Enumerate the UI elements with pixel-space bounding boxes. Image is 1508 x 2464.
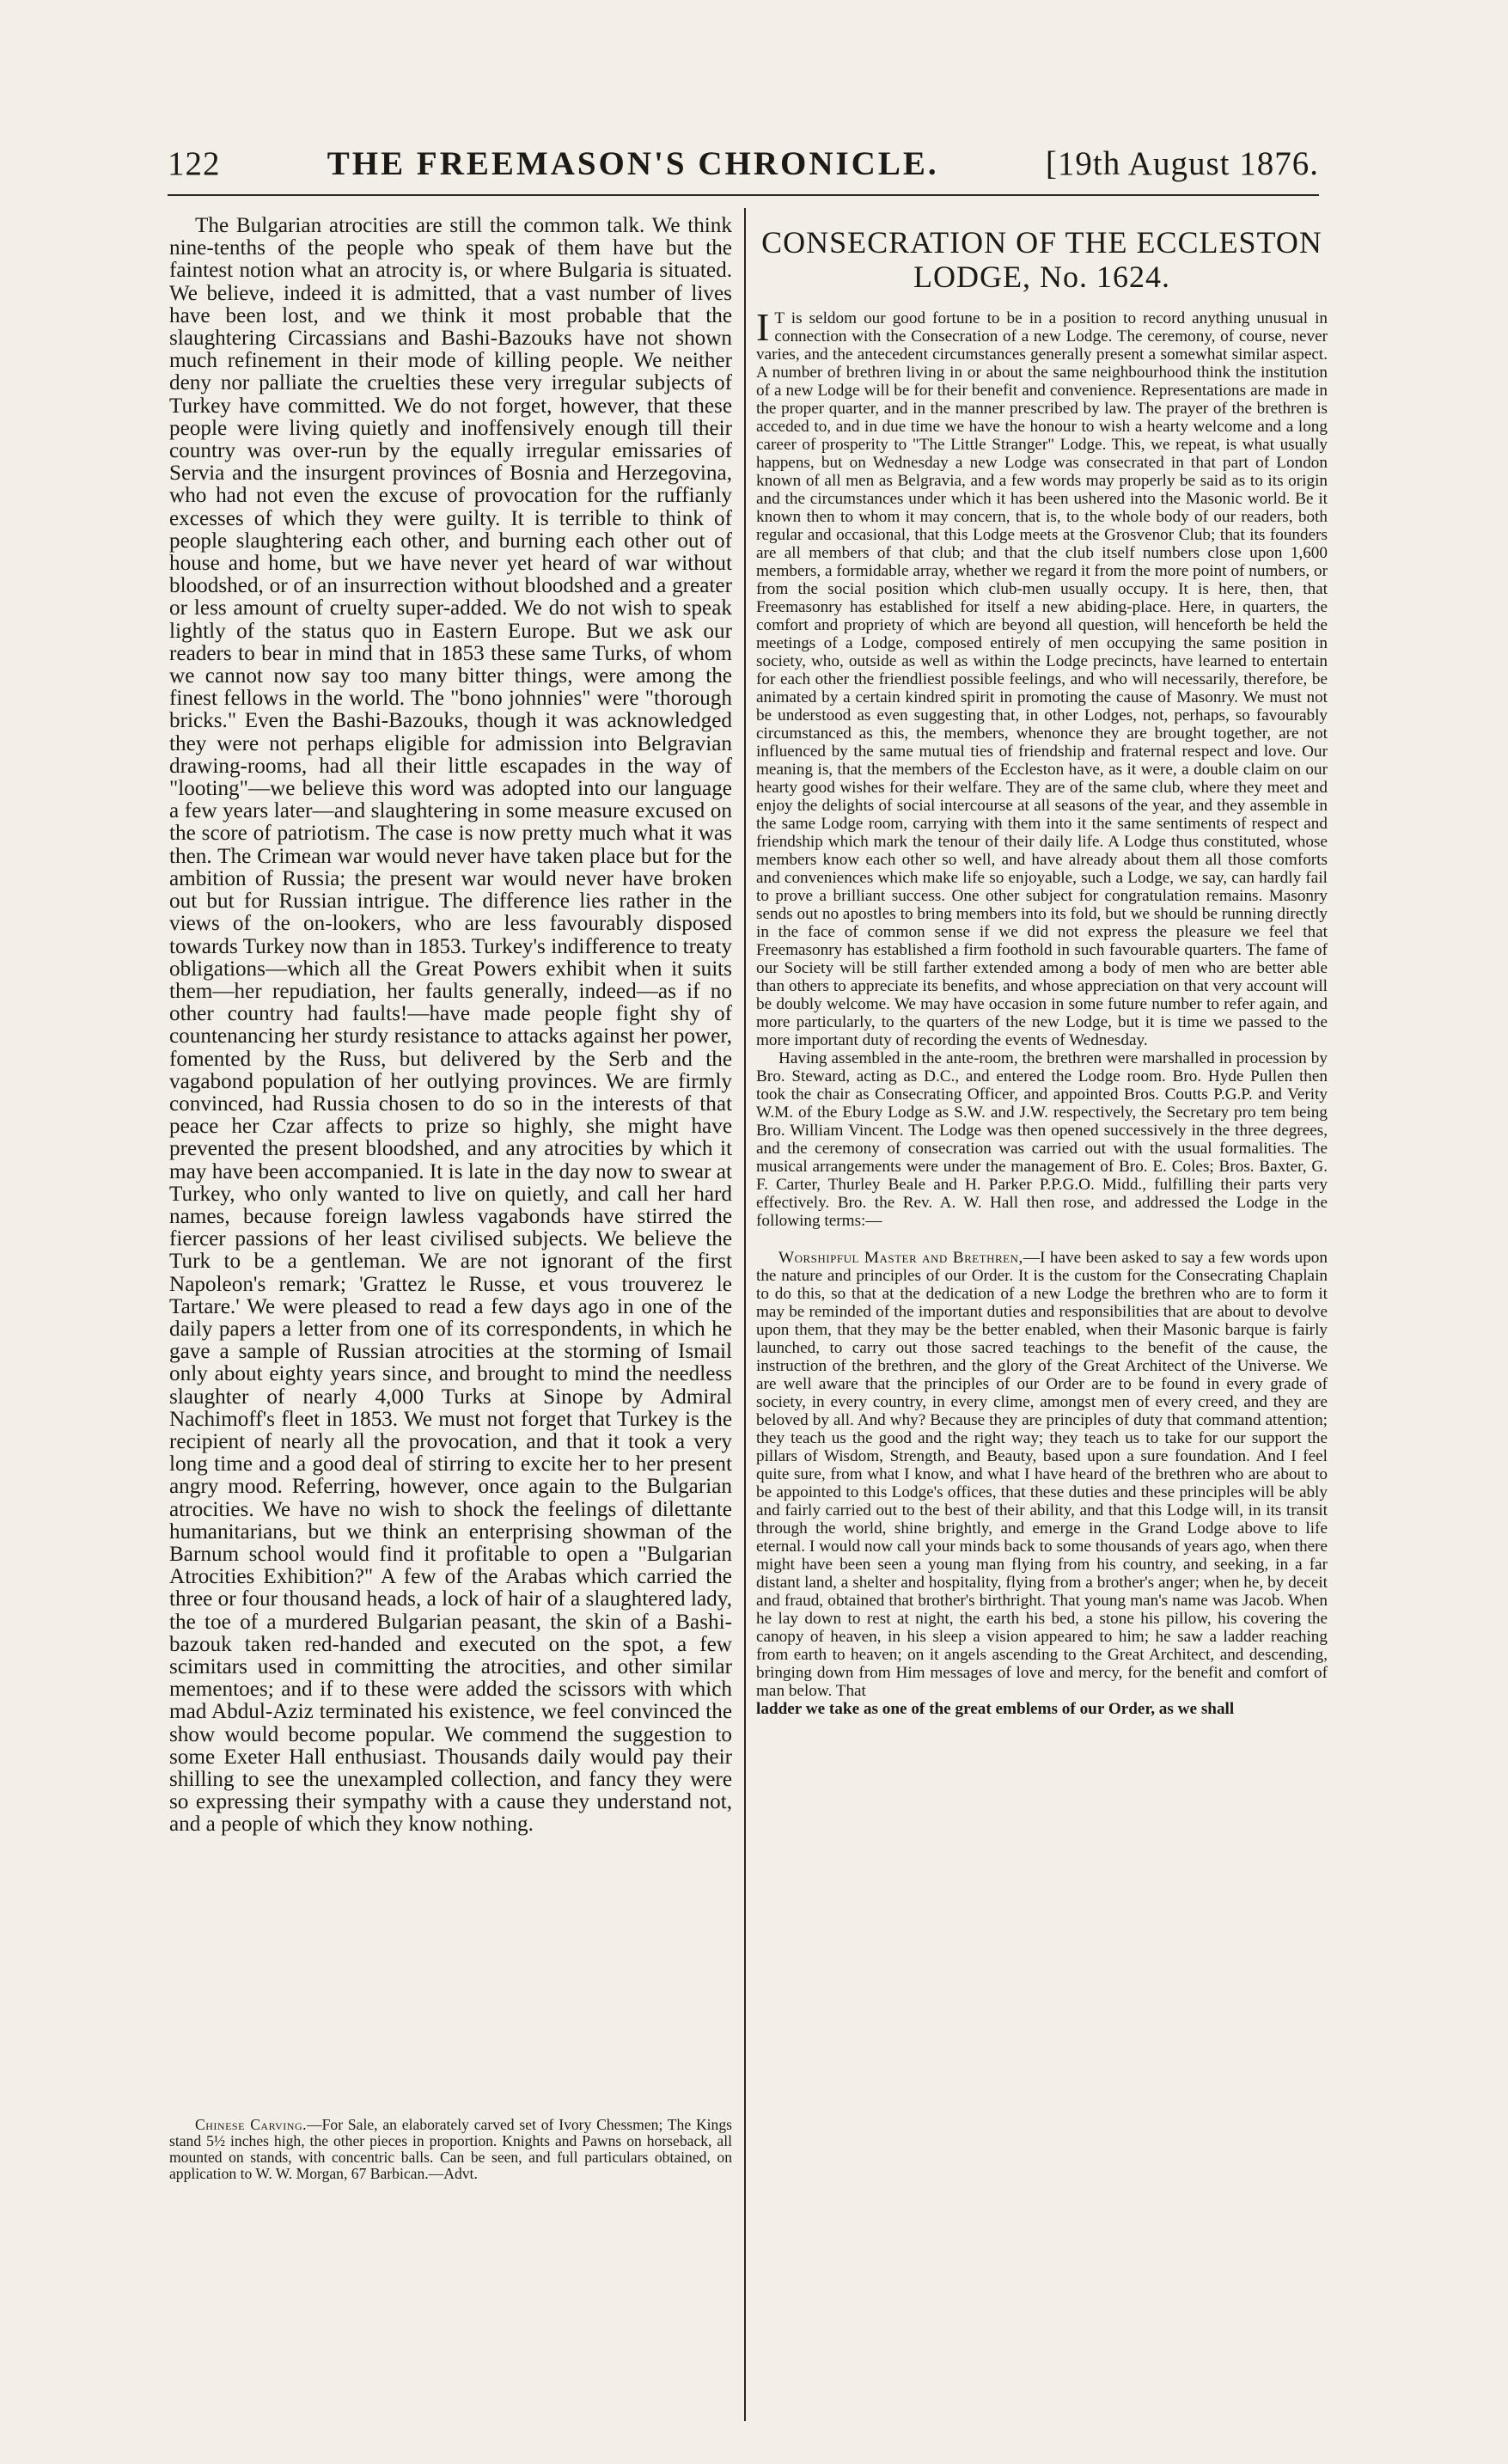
publication-title: THE FREEMASON'S CHRONICLE. bbox=[327, 145, 939, 182]
article-column bbox=[756, 225, 1328, 1718]
page-number: 122 bbox=[168, 145, 221, 182]
address-text: —I have been asked to say a few words upon the nature and principles of our Order. It is the custom for the Consecrating Chaplain to do this, so that at the dedication of a new Lodge the brethren who are to form it may be reminded of the important duties and responsibilities that are about to devolve upon them, that they may be the better enabled, when their Masonic barque is fairly launched, to carry out those sacred teachings to the benefit of the cause, the instruction of the brethren, and the glory of the Great Architect of the Universe. We are well aware that the principles of our Order are to be found in every grade of society, in every country, in every clime, amongst men of every creed, and they are beloved by all. And why? Because they are principles of duty that command attention; they teach us the good and the right way; they teach us to take for our support the pillars of Wisdom, Strength, and Beauty, based upon a sure foundation. And I feel quite sure, from what I know, and what I have heard of the brethren who are about to be appointed to this Lodge's offices, that these duties and these principles will be ably and fairly carried out to the best of their ability, and that this Lodge will, in its transit through the world, shine brightly, and emerge in the Grand Lodge above to life eternal. I would now call your minds back to some thousands of years ago, when there might have been seen a young man flying from his country, and seeking, in a far distant land, a shelter and hospitality, flying from a brother's anger; when he, by deceit and fraud, obtained that brother's birthright. That young man's name was Jacob. When he lay down to rest at night, the earth his bed, a stone his pillow, his covering the canopy of heaven, in his sleep a vision appeared to him; he saw a ladder reaching from earth to heaven; on it angels ascending to the Great Architect, and descending, bringing down from Him messages of love and mercy, for the benefit and comfort of man below. That bbox=[756, 1249, 1328, 1700]
article-paragraph-2: Having assembled in the ante-room, the brethren were marshalled in procession by Bro. Steward, acting as D.C., and entered the Lodge room. Bro. Hyde Pullen then took the chair as Consecrating Officer, and appointed Bros. Coutts P.G.P. and Verity W.M. of the Ebury Lodge as S.W. and J.W. respectively, the Secretary pro tem being Bro. William Vincent. The Lodge was then opened successively in the three degrees, and the ceremony of consecration was carried out with the usual formalities. The musical arrangements were under the management of Bro. E. Coles; Bros. Baxter, G. F. Carter, Thurley Beale and H. Parker P.P.G.O. Midd., fulfilling their parts very effectively. Bro. the Rev. A. W. Hall then rose, and addressed the Lodge in the following terms:— bbox=[756, 1049, 1328, 1230]
article-paragraph-1-text: T is seldom our good fortune to be in a position to record anything unusual in connection with the Consecration of a new Lodge. The ceremony, of course, never varies, and the antecedent circumstances generally present a somewhat similar aspect. A number of brethren living in or about the same neighbourhood think the institution of a new Lodge will be for their benefit and convenience. Representations are made in the proper quarter, and in the manner prescribed by law. The prayer of the brethren is acceded to, and in due time we have the honour to wish a hearty welcome and a long career of prosperity to "The Little Stranger" Lodge. This, we repeat, is what usually happens, but on Wednesday a new Lodge was consecrated in that part of London known of all men as Belgravia, and a few words may properly be said as to its origin and the circumstances under which it has been ushered into the Masonic world. Be it known then to whom it may concern, that is, to the whole body of our readers, both regular and occasional, that this Lodge meets at the Grosvenor Club; that its founders are all members of that club; and that the club itself numbers close upon 1,600 members, a formidable array, whether we regard it from the more point of numbers, or from the social position which club-men usually occupy. It is here, then, that Freemasonry has established for itself a new abiding-place. Here, in quarters, the comfort and propriety of which are beyond all question, will henceforth be held the meetings of a Lodge, composed entirely of men occupying the same position in society, who, outside as well as within the Lodge precincts, have learned to entertain for each other the friendliest possible feelings, and who will necessarily, therefore, be animated by a certain kindred spirit in promoting the cause of Masonry. We must not be understood as even suggesting that, in other Lodges, not, perhaps, so favourably circumstanced as this, the members, whenonce they are brought together, are not influenced by the same mutual ties of friendship and fraternal respect and love. Our meaning is, that the members of the Eccleston have, as it were, a double claim on our hearty good wishes for their welfare. They are of the same club, where they meet and enjoy the delights of social intercourse at all seasons of the year, and they assemble in the same Lodge room, carrying with them into it the same sentiments of respect and friendship which mark the tenour of their daily life. A Lodge thus constituted, whose members know each other so well, and have already about them all those comforts and conveniences which make life so enjoyable, such a Lodge, we say, can hardly fail to prove a brilliant success. One other subject for congratulation remains. Masonry sends out no apostles to bring members into its fold, but we should be running directly in the face of common sense if we did not express the pleasure we feel that Freemasonry has established a firm foothold in such favourable quarters. The fame of our Society will be still farther extended among a body of men who are better able than others to appreciate its benefits, and whose appreciation on that very account will be doubly welcome. We may have occasion in some future number to refer again, and more particularly, to the quarters of the new Lodge, but it is time we passed to the more important duty of recording the events of Wednesday. bbox=[756, 309, 1328, 1049]
article-paragraph-1 bbox=[756, 305, 1328, 1049]
editorial-paragraph: The Bulgarian atrocities are still the common talk. We think nine-tenths of the people who speak of them have but the faintest notion what an atrocity is, or where Bulgaria is situated. We believe, indeed it is admitted, that a vast number of lives have been lost, and we think it most probable that the slaughtering Circassians and Bashi-Bazouks have not shown much refinement in their mode of killing people. We neither deny nor palliate the cruelties these very irregular subjects of Turkey have committed. We do not forget, however, that these people were living quietly and inoffensively enough till their country was over-run by the equally irregular emissaries of Servia and the insurgent provinces of Bosnia and Herzegovina, who had not even the excuse of provocation for the ruffianly excesses of which they were guilty. It is terrible to think of people slaughtering each other, and burning each other out of house and home, but we have never yet heard of war without bloodshed, or of an insurrection without bloodshed and a greater or less amount of cruelty super-added. We do not wish to speak lightly of the status quo in Eastern Europe. But we ask our readers to bear in mind that in 1853 these same Turks, of whom we cannot now say too many bitter things, were among the finest fellows in the world. The "bono johnnies" were "thorough bricks." Even the Bashi-Bazouks, though it was acknowledged they were not perhaps eligible for admission into Belgravian drawing-rooms, had all their little escapades in the way of "looting"—we believe this word was adopted into our language a few years later—and slaughtering in some measure excused on the score of patriotism. The case is now pretty much what it was then. The Crimean war would never have taken place but for the ambition of Russia; the present war would never have broken out but for Russian intrigue. The difference lies rather in the views of the on-lookers, who are less favourably disposed towards Turkey now than in 1853. Turkey's indifference to treaty obligations—which all the Great Powers exhibit when it suits them—her repudiation, her faults generally, indeed—as if no other country had faults!—have made people fight shy of countenancing her sturdy resistance to attacks against her power, fomented by the Russ, but delivered by the Serb and the vagabond population of her outlying provinces. We are firmly convinced, had Russia chosen to do so in the interests of that peace her Czar affects to prize so highly, she might have prevented the present bloodshed, and any atrocities by which it may have been accompanied. It is late in the day now to swear at Turkey, who only wanted to live on quietly, and call her hard names, because foreign lawless vagabonds have stirred the fiercer passions of her least civilised subjects. We believe the Turk to be a gentleman. We are not ignorant of the first Napoleon's remark; 'Grattez le Russe, et vous trouverez le Tartare.' We were pleased to read a few days ago in one of the daily papers a letter from one of its correspondents, in which he gave a sample of Russian atrocities at the storming of Ismail only about eighty years since, and brought to mind the needless slaughter of nearly 4,000 Turks at Sinope by Admiral Nachimoff's fleet in 1853. We must not forget that Turkey is the recipient of nearly all the provocation, and that it took a very long time and a good deal of stirring to excite her to her present angry mood. Referring, however, once again to the Bulgarian atrocities. We have no wish to shock the feelings of dilettante humanitarians, but we think an enterprising showman of the Barnum school would find it profitable to open a "Bulgarian Atrocities Exhibition?" A few of the Arabas which carried the three or four thousand heads, a lock of hair of a slaughtered lady, the toe of a murdered Bulgarian peasant, the skin of a Bashi-bazouk taken red-handed and executed on the spot, a few scimitars used in committing the atrocities, and other similar mementoes; and if to these were added the scissors with which mad Abdul-Aziz terminated his existence, we feel convinced the show would become popular. We commend the suggestion to some Exeter Hall enthusiast. Thousands daily would pay their shilling to see the unexampled collection, and fancy they were so expressing their sympathy with a cause they understand not, and a people of which they know nothing. bbox=[169, 214, 732, 1837]
drop-cap: I bbox=[756, 305, 770, 349]
advertisement-notice bbox=[169, 2117, 732, 2182]
advertisement-text bbox=[169, 2117, 732, 2182]
address-paragraph bbox=[756, 1249, 1328, 1700]
masthead bbox=[168, 144, 1319, 191]
column-rule bbox=[744, 208, 746, 2421]
article-last-line: ladder we take as one of the great emblems of our Order, as we shall bbox=[756, 1700, 1235, 1718]
article-title: CONSECRATION OF THE ECCLESTON LODGE, No. 1624. bbox=[761, 225, 1322, 294]
header-rule bbox=[168, 194, 1319, 196]
issue-date: [19th August 1876. bbox=[1045, 145, 1319, 182]
address-salutation: Worshipful Master and Brethren, bbox=[778, 1249, 1023, 1267]
advertisement-body: —For Sale, an elaborately carved set of Ivory Chessmen; The Kings stand 5½ inches high, the other pieces in proportion. Knights and Pawns on horseback, all mounted on stands, with concentric balls. Can be seen, and full particulars obtained, on application to W. W. Morgan, 67 Barbican.—Advt. bbox=[169, 2116, 732, 2182]
advertisement-lead: Chinese Carving. bbox=[195, 2116, 308, 2133]
editorial-column bbox=[169, 215, 732, 1837]
